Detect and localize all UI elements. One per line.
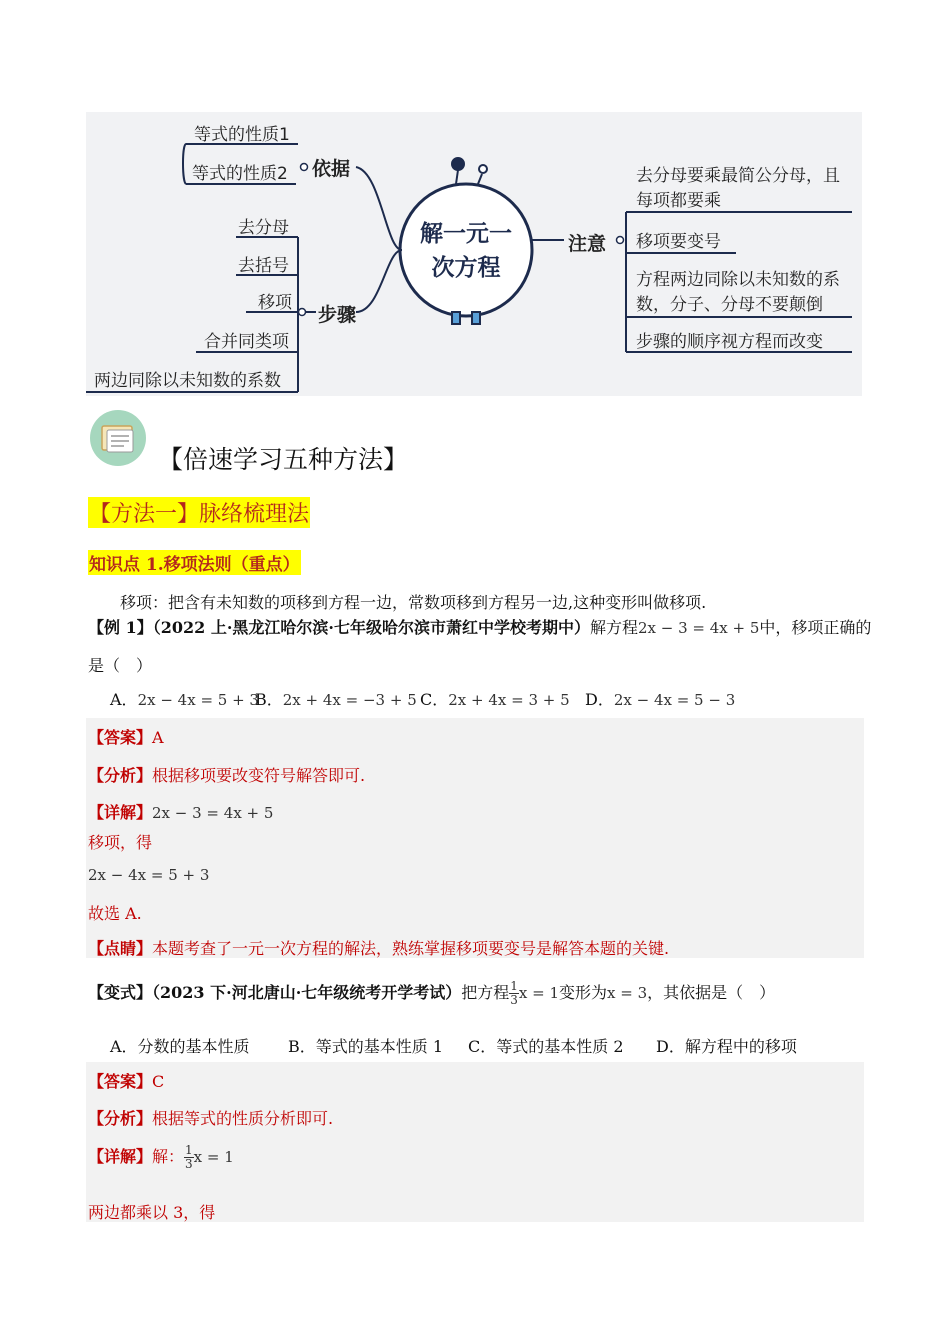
notes-item-3a: 方程两边同除以未知数的系 [636, 270, 840, 290]
example1-conclusion: 故选 A. [88, 904, 142, 923]
knowledge-point: 知识点 1.移项法则（重点） [88, 550, 301, 575]
example1-option-b: B．2x + 4x = −3 + 5 [255, 690, 417, 709]
example1-question-end: 是（ ） [88, 656, 153, 675]
example1-option-c: C．2x + 4x = 3 + 5 [420, 690, 570, 709]
example1-comment: 【点睛】本题考查了一元一次方程的解法，熟练掌握移项要变号是解答本题的关键. [88, 939, 670, 958]
example1-equation: 2x − 3 = 4x + 5 [637, 619, 760, 637]
variant-analysis: 【分析】根据等式的性质分析即可. [88, 1109, 334, 1128]
notes-item-2: 移项要变号 [636, 232, 721, 252]
variant-text-a: 把方程 [461, 983, 510, 1002]
basis-item-1: 等式的性质1 [194, 125, 290, 145]
steps-item-4: 合并同类项 [204, 332, 289, 352]
section-icon [90, 410, 146, 466]
steps-item-2: 去括号 [238, 256, 289, 276]
example1-question [88, 615, 871, 638]
variant-option-a: A．分数的基本性质 [110, 1037, 250, 1056]
mind-map [86, 112, 862, 396]
center-line-1: 解一元一 [420, 221, 512, 247]
definition: 移项：把含有未知数的项移到方程一边，常数项移到方程另一边,这种变形叫做移项. [120, 593, 707, 612]
example1-detail: 【详解】2x − 3 = 4x + 5 [88, 803, 274, 822]
variant-option-c: C．等式的基本性质 2 [468, 1037, 624, 1056]
example1-source: （2022 上·黑龙江哈尔滨·七年级哈尔滨市萧红中学校考期中） [152, 618, 590, 637]
steps-item-5: 两边同除以未知数的系数 [94, 371, 281, 391]
variant-step1: 两边都乘以 3，得 [88, 1203, 216, 1222]
example1-tag: 【例 1】 [88, 618, 153, 637]
mind-map-center [411, 217, 521, 285]
variant-option-d: D．解方程中的移项 [656, 1037, 797, 1056]
variant-detail: 【详解】解： $\frac{1}{3}$ x = 1 [88, 1143, 234, 1171]
variant-text-c: ，其依据是（ ） [647, 983, 776, 1002]
variant-detail-fraction: $\frac{1}{3}$ [185, 1143, 193, 1171]
center-line-2: 次方程 [431, 255, 501, 281]
variant-question [88, 980, 775, 1007]
notes-item-1b: 每项都要乘 [636, 191, 721, 211]
steps-label: 步骤 [318, 304, 357, 326]
example1-option-a: A．2x − 4x = 5 + 3 [110, 690, 259, 709]
steps-item-3: 移项 [258, 293, 292, 313]
example1-text-a: 解方程 [589, 618, 638, 637]
basis-label: 依据 [312, 158, 351, 180]
variant-solution-box [86, 1062, 864, 1222]
notes-item-3b: 数，分子、分母不要颠倒 [636, 295, 823, 315]
variant-option-b: B．等式的基本性质 1 [288, 1037, 444, 1056]
basis-item-2: 等式的性质2 [192, 164, 288, 184]
variant-source: （2023 下·河北唐山·七年级统考开学考试） [152, 983, 462, 1002]
variant-text-b: 变形为 [559, 983, 608, 1002]
section-title: 【倍速学习五种方法】 [158, 445, 409, 474]
method-title: 【方法一】脉络梳理法 [88, 497, 310, 528]
variant-eq-rest: x = 1 [518, 984, 560, 1002]
example1-option-d: D．2x − 4x = 5 − 3 [585, 690, 736, 709]
notes-label: 注意 [568, 233, 607, 255]
variant-tag: 【变式】 [88, 983, 153, 1002]
notes-item-4: 步骤的顺序视方程而改变 [636, 332, 823, 352]
example1-step1-eq: 2x − 4x = 5 + 3 [88, 866, 210, 884]
notes-item-1a: 去分母要乘最简公分母，且 [636, 166, 840, 186]
example1-text-b: 中，移项正确的 [759, 618, 872, 637]
example1-step1: 移项，得 [88, 833, 153, 852]
steps-item-1: 去分母 [238, 218, 289, 238]
example1-analysis: 【分析】根据移项要改变符号解答即可. [88, 766, 366, 785]
variant-target: x = 3 [607, 984, 648, 1002]
example1-answer: 【答案】A [88, 728, 164, 747]
variant-fraction: $\frac{1}{3}$ [510, 979, 518, 1007]
example1-solution-box [86, 718, 864, 958]
variant-answer: 【答案】C [88, 1072, 165, 1091]
